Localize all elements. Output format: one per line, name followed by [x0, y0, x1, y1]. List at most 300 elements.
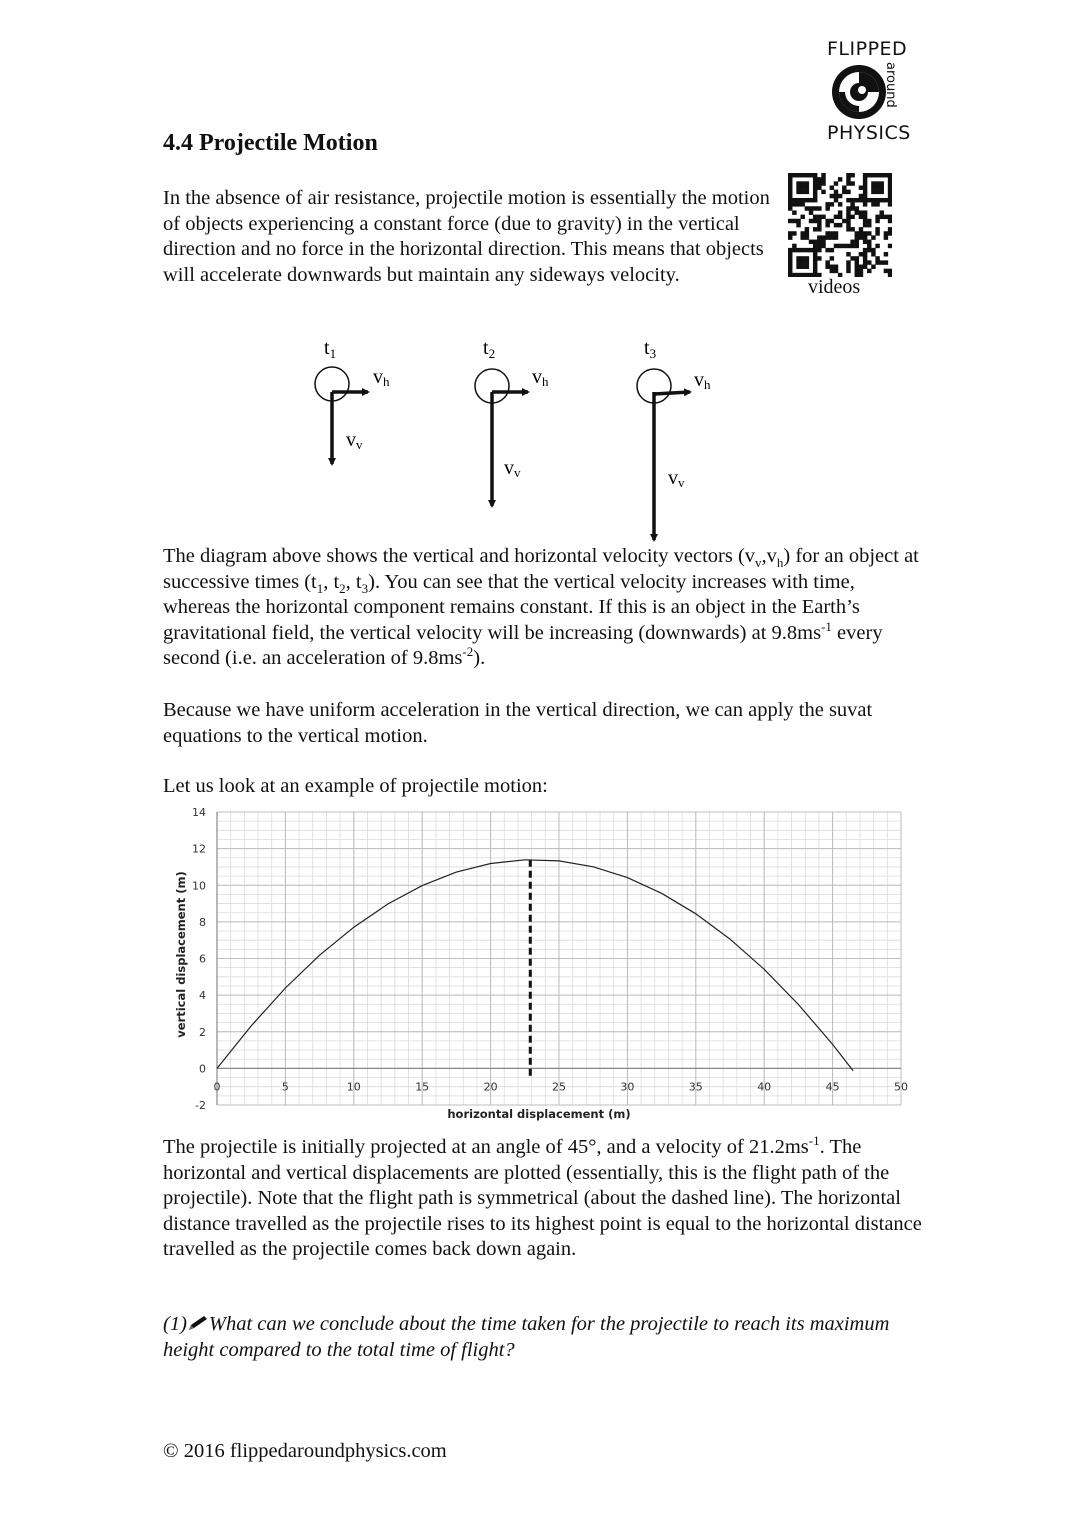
qr-module [788, 198, 792, 202]
velocity-diagram [290, 330, 740, 550]
qr-module [863, 252, 867, 256]
qr-module [813, 244, 817, 248]
qr-module [800, 181, 804, 185]
qr-module [825, 248, 829, 252]
qr-module [800, 248, 804, 252]
y-tick-label: 4 [199, 989, 206, 1003]
qr-module [813, 194, 817, 198]
qr-module [792, 244, 796, 248]
qr-module [830, 194, 834, 198]
qr-module [880, 185, 884, 189]
qr-module [884, 269, 888, 273]
qr-module [796, 202, 800, 206]
qr-module [825, 235, 829, 239]
velocity-vector-group-t1 [315, 337, 390, 464]
qr-module [825, 231, 829, 235]
qr-module [846, 252, 850, 256]
qr-module [871, 181, 875, 185]
qr-module [859, 252, 863, 256]
qr-module [846, 215, 850, 219]
qr-module [788, 252, 792, 256]
qr-module [805, 260, 809, 264]
qr-module [846, 244, 850, 248]
qr-module [825, 202, 829, 206]
qr-module [888, 227, 892, 231]
qr-module [792, 248, 796, 252]
qr-module [863, 231, 867, 235]
qr-module [884, 231, 888, 235]
qr-module [880, 190, 884, 194]
qr-module [859, 185, 863, 189]
qr-module [850, 227, 854, 231]
qr-module [846, 190, 850, 194]
qr-module [788, 185, 792, 189]
qr-module [796, 181, 800, 185]
qr-module [788, 265, 792, 269]
qr-module [817, 181, 821, 185]
qr-module [850, 244, 854, 248]
qr-module [809, 206, 813, 210]
qr-module [809, 198, 813, 202]
y-tick-label: 8 [199, 915, 206, 929]
qr-module [859, 194, 863, 198]
qr-module [805, 231, 809, 235]
qr-module [809, 240, 813, 244]
qr-module [880, 260, 884, 264]
qr-module [792, 219, 796, 223]
qr-module [888, 219, 892, 223]
qr-module [859, 265, 863, 269]
qr-module [888, 177, 892, 181]
qr-module [821, 181, 825, 185]
qr-module [800, 260, 804, 264]
qr-module [838, 215, 842, 219]
qr-module [855, 244, 859, 248]
qr-module [788, 273, 792, 277]
qr-module [850, 256, 854, 260]
qr-module [846, 260, 850, 264]
qr-module [888, 173, 892, 177]
qr-module [834, 265, 838, 269]
qr-module [875, 231, 879, 235]
qr-module [867, 231, 871, 235]
qr-module [867, 260, 871, 264]
qr-module [863, 265, 867, 269]
qr-module [846, 181, 850, 185]
y-tick-label: 2 [199, 1025, 206, 1039]
qr-module [813, 198, 817, 202]
qr-module [800, 185, 804, 189]
qr-module [813, 256, 817, 260]
qr-module [855, 269, 859, 273]
vv-label-t3: vv [668, 467, 685, 490]
qr-module [875, 181, 879, 185]
qr-module [834, 269, 838, 273]
qr-module [850, 215, 854, 219]
qr-module [830, 185, 834, 189]
qr-module [800, 231, 804, 235]
qr-module [834, 231, 838, 235]
horizontal-vector-t3 [654, 392, 690, 394]
qr-module [850, 181, 854, 185]
qr-module [788, 206, 792, 210]
qr-module [792, 198, 796, 202]
qr-module [805, 185, 809, 189]
qr-module [867, 248, 871, 252]
suvat-paragraph: Because we have uniform acceleration in the vertical direction, we can apply the suvat equations to the vertical motion. [163, 699, 873, 747]
qr-module [796, 190, 800, 194]
qr-module [884, 252, 888, 256]
qr-module [888, 190, 892, 194]
qr-module [817, 240, 821, 244]
qr-module [880, 198, 884, 202]
qr-module [813, 177, 817, 181]
qr-module [834, 181, 838, 185]
qr-module [800, 215, 804, 219]
qr-module [796, 260, 800, 264]
qr-module [796, 185, 800, 189]
qr-module [880, 181, 884, 185]
x-tick-label: 45 [825, 1080, 840, 1094]
qr-module [863, 223, 867, 227]
qr-module [813, 248, 817, 252]
qr-module [871, 202, 875, 206]
qr-module [813, 185, 817, 189]
qr-module [830, 269, 834, 273]
qr-module [855, 260, 859, 264]
qr-module [850, 173, 854, 177]
qr-module [838, 202, 842, 206]
qr-module [855, 265, 859, 269]
qr-module [863, 248, 867, 252]
qr-module [863, 210, 867, 214]
qr-module [863, 260, 867, 264]
qr-code-icon[interactable] [788, 173, 892, 277]
qr-module [788, 177, 792, 181]
qr-module [813, 219, 817, 223]
qr-module [825, 206, 829, 210]
qr-module [805, 198, 809, 202]
qr-module [792, 202, 796, 206]
qr-module [800, 198, 804, 202]
qr-module [830, 219, 834, 223]
qr-module [871, 185, 875, 189]
qr-module [850, 202, 854, 206]
qr-module [846, 269, 850, 273]
time-label-t1: $t_1$ [324, 337, 337, 361]
qr-module [842, 190, 846, 194]
qr-module [846, 265, 850, 269]
qr-module [813, 173, 817, 177]
qr-module [850, 206, 854, 210]
qr-module [850, 240, 854, 244]
qr-module [880, 210, 884, 214]
page-title: 4.4 Projectile Motion [163, 130, 378, 156]
qr-module [813, 265, 817, 269]
qr-module [838, 194, 842, 198]
x-tick-label: 0 [213, 1080, 221, 1094]
x-tick-label: 35 [688, 1080, 703, 1094]
qr-module [859, 235, 863, 239]
vv-label-t1: vv [346, 429, 363, 452]
qr-module [855, 256, 859, 260]
qr-module [805, 190, 809, 194]
qr-module [846, 219, 850, 223]
qr-module [888, 269, 892, 273]
qr-module [888, 198, 892, 202]
y-tick-label: 0 [199, 1062, 206, 1076]
qr-module [788, 235, 792, 239]
qr-module [805, 173, 809, 177]
qr-module [842, 219, 846, 223]
qr-module [796, 173, 800, 177]
qr-module [875, 198, 879, 202]
qr-module [834, 244, 838, 248]
qr-module [838, 177, 842, 181]
qr-module [796, 265, 800, 269]
qr-module [788, 181, 792, 185]
time-label-t2: $t_2$ [483, 337, 496, 361]
qr-module [863, 215, 867, 219]
qr-module [875, 244, 879, 248]
qr-module [792, 231, 796, 235]
qr-module [821, 177, 825, 181]
qr-module [817, 215, 821, 219]
x-tick-label: 15 [415, 1080, 430, 1094]
qr-module [788, 190, 792, 194]
qr-module [792, 173, 796, 177]
vh-label-t2: vh [532, 366, 549, 389]
qr-module [788, 219, 792, 223]
qr-module [871, 198, 875, 202]
qr-module [855, 231, 859, 235]
qr-module [813, 227, 817, 231]
qr-module [813, 260, 817, 264]
x-tick-label: 50 [894, 1080, 908, 1094]
qr-module [875, 215, 879, 219]
qr-module [863, 240, 867, 244]
qr-module [834, 198, 838, 202]
qr-module [871, 173, 875, 177]
qr-module [855, 240, 859, 244]
qr-module [813, 269, 817, 273]
qr-module [855, 210, 859, 214]
qr-module [830, 202, 834, 206]
qr-module [846, 227, 850, 231]
qr-module [850, 198, 854, 202]
qr-module [817, 244, 821, 248]
qr-module [867, 269, 871, 273]
qr-module [809, 210, 813, 214]
velocity-vector-group-t2 [475, 337, 549, 506]
vh-label-t3: vh [694, 369, 711, 392]
qr-module [871, 190, 875, 194]
qr-module [788, 202, 792, 206]
qr-module [813, 252, 817, 256]
qr-module [888, 273, 892, 277]
qr-module [863, 181, 867, 185]
qr-module [871, 248, 875, 252]
qr-module [859, 210, 863, 214]
qr-module [805, 235, 809, 239]
x-tick-label: 40 [757, 1080, 772, 1094]
qr-module [880, 173, 884, 177]
qr-module [834, 235, 838, 239]
qr-module [800, 265, 804, 269]
x-tick-label: 25 [552, 1080, 566, 1094]
qr-module [871, 235, 875, 239]
qr-module [817, 177, 821, 181]
qr-module [888, 194, 892, 198]
qr-module [792, 210, 796, 214]
qr-module [863, 198, 867, 202]
qr-module [867, 240, 871, 244]
qr-module [830, 248, 834, 252]
qr-module [859, 231, 863, 235]
qr-module [813, 190, 817, 194]
qr-module [821, 235, 825, 239]
velocity-explanation-paragraph: The diagram above shows the vertical and horizontal velocity vectors $(v_v,v_h)$ for an object at successive times ($t_1$, $t_2$, $t_3$). You can see that the vertical velocity increases with time, whereas the horizontal component remains constant. If this is an object in the Earth’s gravitational field, the vertical velocity will be increasing (downwards) at $9.8ms^{-1}$ every second (i.e. an acceleration of $9.8ms^{-2}$). [163, 545, 919, 670]
qr-module [875, 256, 879, 260]
qr-module [846, 206, 850, 210]
pencil-icon [187, 1314, 209, 1332]
qr-module [888, 215, 892, 219]
qr-module [830, 235, 834, 239]
example-intro-paragraph: Let us look at an example of projectile motion: [163, 775, 548, 797]
qr-module [884, 173, 888, 177]
x-tick-label: 5 [281, 1080, 289, 1094]
qr-module [796, 248, 800, 252]
y-tick-label: 10 [192, 879, 206, 893]
y-tick-label: -2 [195, 1099, 206, 1112]
qr-module [834, 190, 838, 194]
qr-module [809, 219, 813, 223]
projectile-explanation-paragraph: The projectile is initially projected at an angle of 45°, and a velocity of $21.2ms^{-1}$. The horizontal and vertical displacements are plotted (essentially, this is the flight path of the projectile). Note that the flight path is symmetrical (about the dashed line). The horizontal distance travelled as the projectile rises to its highest point is equal to the horizontal distance travelled as the projectile comes back down again. [163, 1133, 922, 1261]
qr-module [788, 256, 792, 260]
qr-module [875, 260, 879, 264]
qr-module [863, 190, 867, 194]
qr-module [830, 256, 834, 260]
qr-module [821, 173, 825, 177]
qr-module [880, 215, 884, 219]
qr-module [834, 215, 838, 219]
qr-module [788, 194, 792, 198]
qr-module [800, 173, 804, 177]
qr-module [813, 206, 817, 210]
qr-module [788, 248, 792, 252]
qr-module [792, 273, 796, 277]
qr-module [859, 227, 863, 231]
qr-module [875, 202, 879, 206]
qr-module [838, 244, 842, 248]
qr-module [817, 235, 821, 239]
qr-module [875, 190, 879, 194]
y-tick-label: 14 [192, 806, 206, 819]
qr-module [788, 269, 792, 273]
vh-label-t1: vh [373, 366, 390, 389]
qr-module [817, 219, 821, 223]
qr-module [825, 223, 829, 227]
qr-module [817, 248, 821, 252]
qr-module [884, 235, 888, 239]
qr-module [863, 219, 867, 223]
qr-module [817, 256, 821, 260]
projectile-chart [170, 800, 920, 1130]
qr-module [788, 173, 792, 177]
qr-module [859, 215, 863, 219]
qr-module [796, 223, 800, 227]
qr-module [800, 202, 804, 206]
qr-module [888, 244, 892, 248]
qr-module [813, 181, 817, 185]
qr-module [855, 206, 859, 210]
qr-module [846, 210, 850, 214]
qr-module [821, 240, 825, 244]
qr-module [871, 252, 875, 256]
qr-module [863, 177, 867, 181]
qr-module [796, 273, 800, 277]
qr-module [888, 181, 892, 185]
qr-module [796, 198, 800, 202]
intro-paragraph: In the absence of air resistance, projectile motion is essentially the motion of objects experiencing a constant force (due to gravity) in the vertical direction and no force in the horizontal direction. This means that objects will accelerate downwards but maintain any sideways velocity. [163, 187, 770, 286]
qr-module [813, 215, 817, 219]
qr-module [788, 231, 792, 235]
qr-module [834, 194, 838, 198]
logo-word-around: around [883, 62, 898, 108]
qr-module [863, 185, 867, 189]
qr-module [813, 240, 817, 244]
qr-caption: videos [808, 276, 861, 298]
x-tick-label: 10 [346, 1080, 361, 1094]
qr-module [867, 244, 871, 248]
qr-module [867, 173, 871, 177]
qr-module [884, 260, 888, 264]
qr-module [788, 260, 792, 264]
qr-module [817, 206, 821, 210]
copyright-footer: © 2016 flippedaroundphysics.com [163, 1440, 447, 1462]
qr-module [805, 248, 809, 252]
qr-module [875, 173, 879, 177]
qr-module [800, 235, 804, 239]
qr-module [888, 202, 892, 206]
question-number: (1) [163, 1313, 187, 1335]
y-axis-title: vertical displacement (m) [174, 871, 188, 1038]
qr-module [875, 227, 879, 231]
qr-module [805, 256, 809, 260]
y-tick-label: 6 [199, 952, 206, 966]
qr-module [825, 260, 829, 264]
qr-module [867, 198, 871, 202]
y-tick-label: 12 [192, 842, 206, 856]
qr-module [834, 223, 838, 227]
qr-module [884, 215, 888, 219]
x-axis-title: horizontal displacement (m) [447, 1107, 631, 1121]
qr-module [805, 181, 809, 185]
qr-module [805, 227, 809, 231]
qr-module [846, 177, 850, 181]
qr-module [846, 173, 850, 177]
qr-module [830, 231, 834, 235]
qr-module [867, 219, 871, 223]
qr-module [805, 206, 809, 210]
qr-module [875, 219, 879, 223]
qr-module [817, 223, 821, 227]
qr-module [830, 265, 834, 269]
qr-module [809, 248, 813, 252]
qr-module [809, 173, 813, 177]
qr-module [855, 235, 859, 239]
qr-module [838, 223, 842, 227]
